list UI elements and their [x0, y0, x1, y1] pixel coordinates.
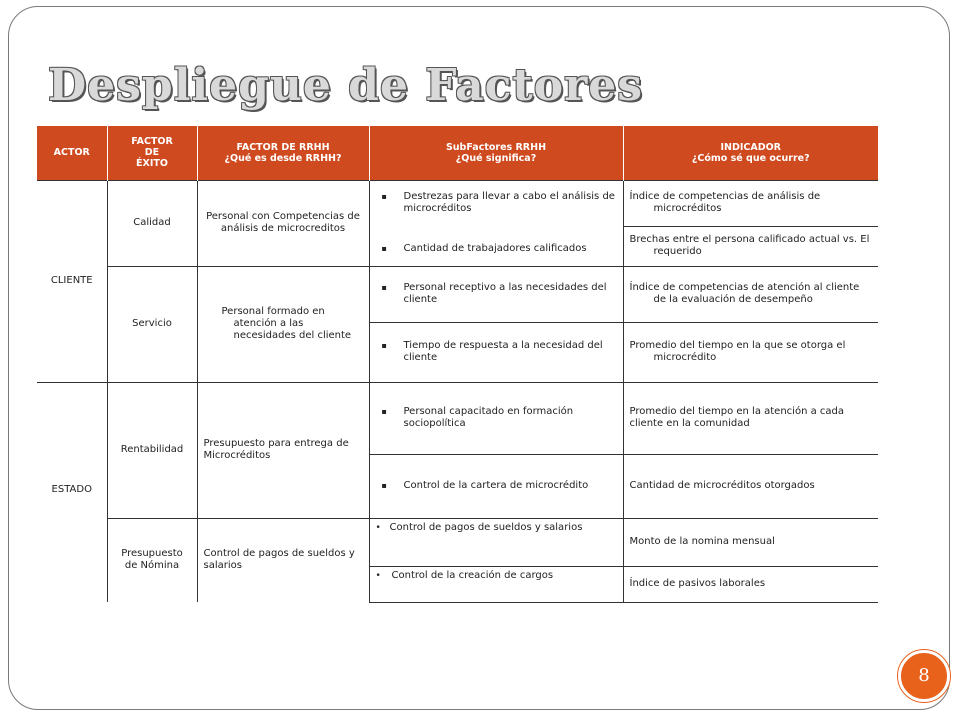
rrhh-factor-cell — [197, 518, 369, 602]
subfactor-cell — [369, 518, 623, 566]
indicator-text: Índice de competencias de atención al cliente de la evaluación de desempeño — [629, 282, 860, 305]
subfactor-item — [376, 340, 617, 364]
subfactor-text: Personal receptivo a las necesidades del cliente — [403, 282, 607, 305]
page-number-badge: 8 — [898, 650, 950, 702]
subfactor-text: Tiempo de respuesta a la necesidad del cliente — [403, 340, 603, 363]
rrhh-factor-cell: Personal con Competencias de análisis de microcreditos — [197, 180, 369, 266]
indicator-text: Brechas entre el persona calificado actual vs. El requerido — [629, 234, 870, 257]
indicator-text: Promedio del tiempo en la atención a cada cliente en la comunidad — [629, 406, 844, 429]
subfactor-cell — [369, 180, 623, 266]
indicator-text: Índice de pasivos laborales — [629, 578, 766, 589]
subfactor-text: Control de pagos de sueldos y salarios — [389, 521, 583, 533]
header-indicador — [623, 126, 878, 180]
indicator-cell — [623, 322, 878, 382]
header-subfactores — [369, 126, 623, 180]
subfactor-item — [376, 282, 617, 306]
factor-cell-rentabilidad: Rentabilidad — [107, 382, 197, 518]
rrhh-factor-cell — [197, 382, 369, 518]
indicator-cell — [623, 382, 878, 454]
indicator-text: Promedio del tiempo en la que se otorga el microcrédito — [629, 340, 846, 363]
subfactor-item — [376, 406, 617, 430]
indicator-text: Índice de competencias de análisis de microcréditos — [629, 191, 821, 214]
indicator-text: Monto de la nomina mensual — [629, 536, 775, 547]
bullet-icon: ▪ — [381, 481, 387, 490]
subfactor-cell — [369, 566, 623, 602]
subfactor-text: Personal capacitado en formación sociopolítica — [403, 406, 574, 429]
header-indicador-line2: ¿Cómo sé que ocurre? — [691, 152, 810, 164]
subfactor-text: Control de la cartera de microcrédito — [403, 480, 589, 491]
factor-cell-presupuesto-nomina: Presupuesto de Nómina — [107, 518, 197, 602]
subfactor-cell — [369, 322, 623, 382]
header-subfactores-line1: SubFactores RRHH — [445, 141, 547, 153]
subfactor-cell — [369, 454, 623, 518]
table-row — [37, 518, 878, 566]
header-indicador-line1: INDICADOR — [720, 141, 781, 153]
header-factor-exito — [107, 126, 197, 180]
header-factor-rrhh — [197, 126, 369, 180]
table-row — [37, 382, 878, 454]
bullet-icon: • — [375, 570, 381, 581]
factor-cell-calidad: Calidad — [107, 180, 197, 266]
rrhh-factor-text: Personal formado en atención a las necesidades del cliente — [221, 306, 352, 341]
subfactor-item — [376, 191, 617, 215]
table-header-row — [37, 126, 878, 180]
rrhh-factor-text: Control de pagos de sueldos y salarios — [203, 548, 355, 572]
indicator-cell — [623, 180, 878, 226]
factors-table — [37, 126, 878, 603]
factor-cell-servicio: Servicio — [107, 266, 197, 382]
bullet-icon: • — [375, 522, 381, 533]
rrhh-factor-text: Presupuesto para entrega de Microcréditos — [203, 438, 349, 461]
subfactor-text: Control de la creación de cargos — [391, 569, 554, 581]
subfactor-text: Cantidad de trabajadores calificados — [403, 242, 587, 254]
subfactor-text: Destrezas para llevar a cabo el análisis de microcréditos — [403, 190, 615, 214]
actor-cell-estado: ESTADO — [37, 382, 107, 602]
subfactor-cell — [369, 382, 623, 454]
bullet-icon: ▪ — [381, 191, 387, 201]
header-subfactores-line2: ¿Qué significa? — [455, 152, 537, 164]
actor-cell-cliente: CLIENTE — [37, 180, 107, 382]
subfactor-item — [376, 243, 617, 255]
table-row — [37, 180, 878, 226]
slide-title: Despliegue de Factores — [48, 60, 644, 111]
bullet-icon: ▪ — [381, 407, 387, 416]
header-factor-rrhh-line1: FACTOR DE RRHH — [236, 141, 330, 153]
indicator-cell — [623, 454, 878, 518]
indicator-cell — [623, 226, 878, 266]
header-factor-exito-line3: ÉXITO — [136, 158, 168, 170]
rrhh-factor-cell — [197, 266, 369, 382]
header-factor-rrhh-line2: ¿Qué es desde RRHH? — [224, 152, 342, 164]
indicator-cell — [623, 266, 878, 322]
bullet-icon: ▪ — [381, 243, 387, 253]
table-row — [37, 266, 878, 322]
indicator-cell — [623, 518, 878, 566]
header-factor-exito-line2: DE — [144, 147, 160, 159]
subfactor-item — [376, 480, 617, 492]
subfactor-cell — [369, 266, 623, 322]
header-actor: ACTOR — [37, 126, 107, 180]
header-factor-exito-line1: FACTOR — [131, 136, 173, 148]
indicator-cell — [623, 566, 878, 602]
indicator-text: Cantidad de microcréditos otorgados — [629, 480, 815, 491]
bullet-icon: ▪ — [381, 283, 387, 292]
bullet-icon: ▪ — [381, 341, 387, 350]
